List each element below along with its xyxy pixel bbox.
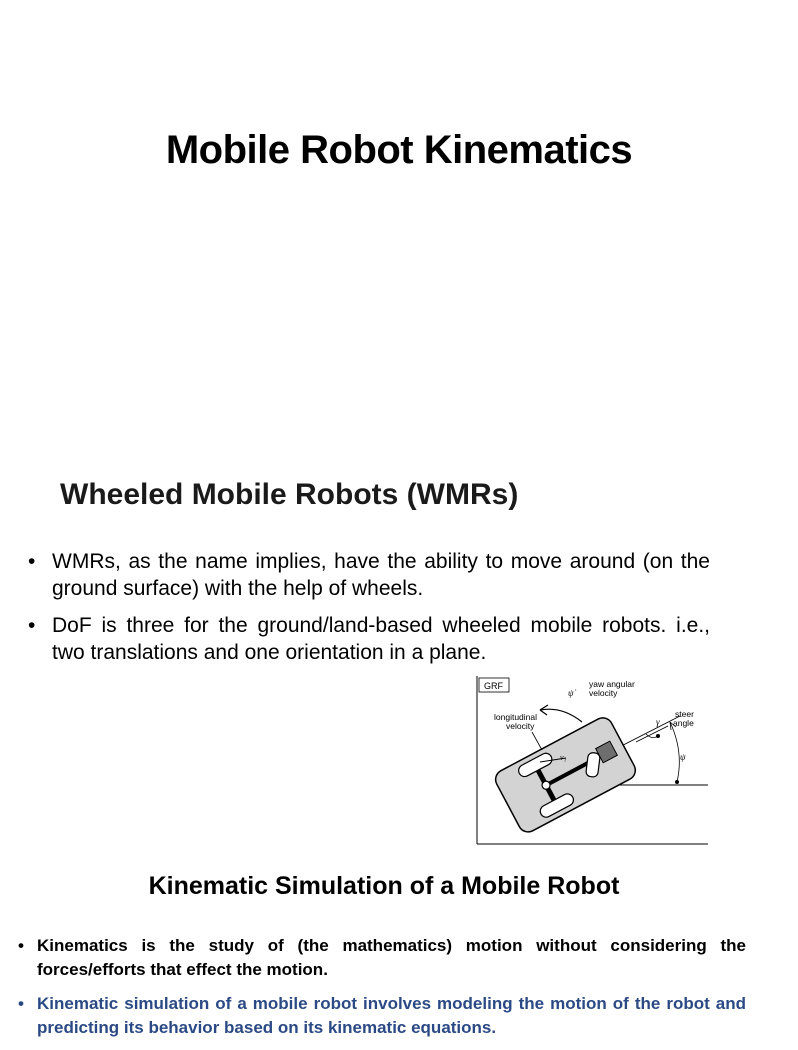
bullet-text: Kinematic simulation of a mobile robot involves modeling the motion of the robot and predicting its behavior based on its kinematic equations.	[37, 994, 746, 1037]
yaw-arrow-icon	[540, 709, 582, 722]
yaw-symbol: ψ̇	[568, 688, 574, 698]
bullet-item	[18, 934, 746, 982]
bullet-dot-icon: •	[28, 550, 36, 573]
psi-arc	[670, 722, 679, 782]
bullet-text: WMRs, as the name implies, have the ability to move around (on the ground surface) with the help of wheels.	[52, 550, 710, 600]
gamma-symbol: γ	[656, 717, 660, 727]
slide-heading: Kinematic Simulation of a Mobile Robot	[148, 872, 620, 900]
yaw-label-line2: velocity	[589, 688, 618, 698]
velocity-symbol: v₁	[560, 753, 567, 762]
bullet-item	[28, 612, 710, 666]
wmr-kinematics-diagram	[470, 674, 710, 846]
steer-wheel	[586, 752, 601, 777]
longitudinal-label-line2: velocity	[506, 721, 535, 731]
yaw-label-line1: yaw angular	[589, 679, 635, 689]
bullet-text: Kinematics is the study of (the mathematics) motion without considering the forces/efforts that effect the motion.	[37, 936, 746, 979]
longitudinal-label-line1: longitudinal	[494, 712, 538, 722]
simulation-slide	[0, 860, 768, 1037]
bullet-item	[28, 548, 710, 602]
psi-symbol: ψ	[680, 752, 686, 762]
steer-direction-line	[636, 726, 668, 742]
steer-label-line2: angle	[673, 718, 694, 728]
slide-title: Mobile Robot Kinematics	[165, 128, 633, 172]
bullet-dot-icon: •	[28, 614, 36, 637]
bullet-dot-icon: •	[18, 936, 24, 955]
bullet-list	[28, 548, 710, 676]
bullet-list	[18, 934, 746, 1050]
robot-body	[492, 714, 639, 835]
steer-label-line1: steer	[675, 709, 694, 719]
bullet-dot-icon: •	[18, 994, 24, 1013]
grf-label: GRF	[484, 681, 503, 691]
bullet-item	[18, 992, 746, 1040]
wmr-slide	[0, 440, 768, 860]
bullet-text: DoF is three for the ground/land-based wheeled mobile robots. i.e., two translations and one orientation in a plane.	[52, 614, 710, 664]
title-slide	[0, 0, 768, 440]
slide-heading: Wheeled Mobile Robots (WMRs)	[60, 478, 519, 511]
